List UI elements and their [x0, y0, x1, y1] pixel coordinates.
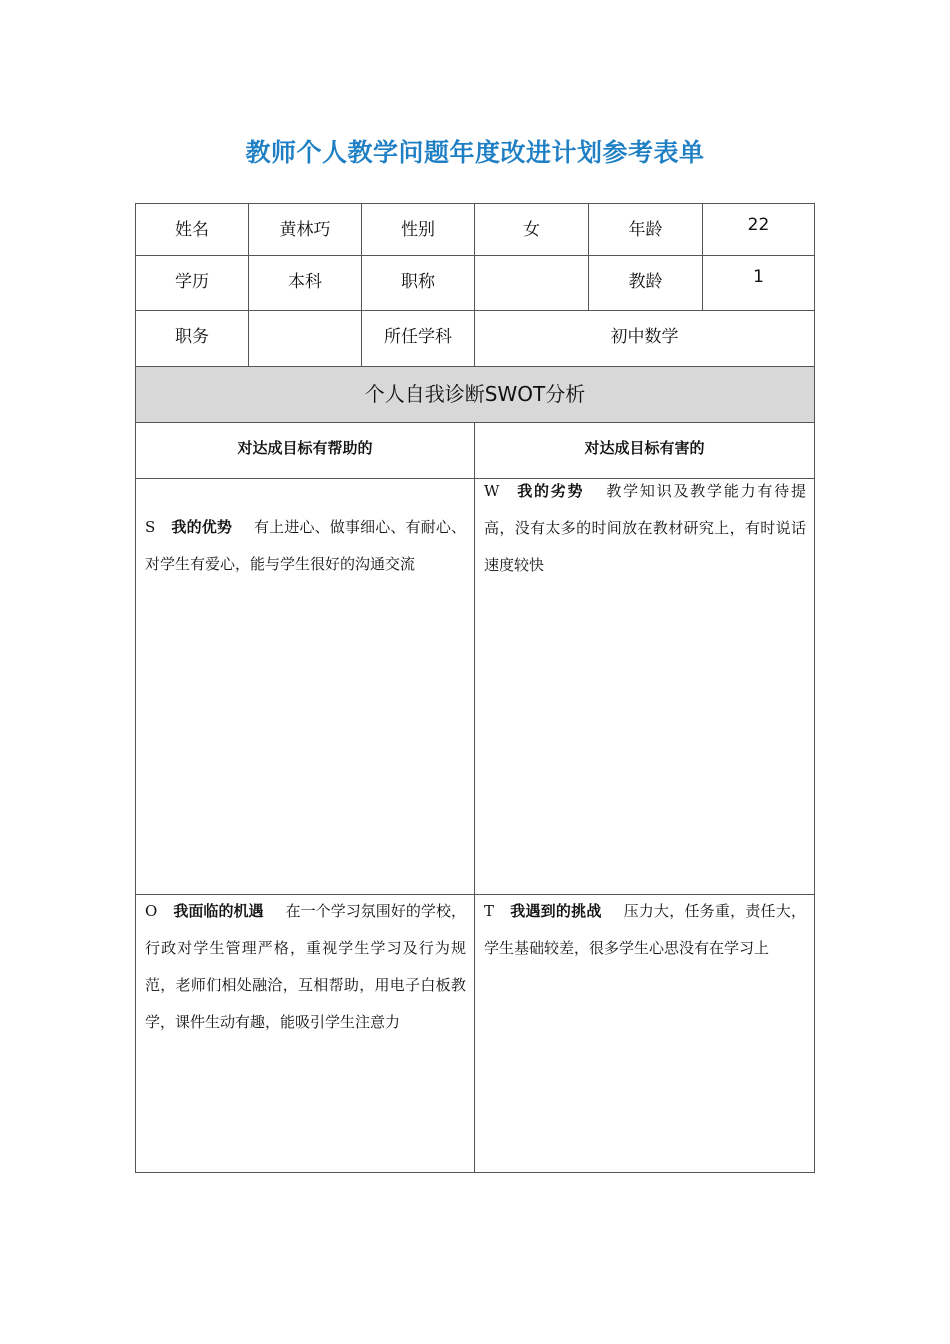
threats-text: 压力大，任务重，责任大，学生基础较差，很多学生心思没有在学习上 — [484, 902, 806, 957]
teacher-info-table — [135, 203, 815, 1173]
helpful-header: 对达成目标有帮助的 — [136, 423, 475, 479]
strengths-label: 我的优势 — [171, 518, 233, 536]
swot-heading: 个人自我诊断SWOT分析 — [136, 367, 814, 423]
threats-label: 我遇到的挑战 — [510, 902, 602, 920]
weaknesses-paragraph — [475, 473, 814, 584]
strengths-cell — [136, 479, 475, 895]
harmful-header: 对达成目标有害的 — [475, 423, 814, 479]
subject-value: 初中数学 — [475, 311, 814, 367]
opportunities-text: 在一个学习氛围好的学校，行政对学生管理严格，重视学生学习及行为规范，老师们相处融洽，互相帮助，用电子白板教学，课件生动有趣，能吸引学生注意力 — [145, 902, 466, 1031]
page-title: 教师个人教学问题年度改进计划参考表单 — [245, 138, 705, 167]
weaknesses-text: 教学知识及教学能力有待提高，没有太多的时间放在教材研究上，有时说话速度较快 — [484, 482, 806, 574]
education-value: 本科 — [249, 256, 362, 311]
teaching-years-value: 1 — [703, 256, 814, 311]
gender-value: 女 — [475, 204, 589, 256]
age-value: 22 — [703, 204, 814, 256]
threats-cell — [475, 895, 814, 1172]
gender-label: 性别 — [362, 204, 475, 256]
weaknesses-cell — [475, 479, 814, 895]
threats-letter: T — [484, 902, 495, 920]
opportunities-letter: O — [145, 902, 158, 920]
position-value — [249, 311, 362, 367]
name-label: 姓名 — [136, 204, 249, 256]
rank-label: 职称 — [362, 256, 475, 311]
name-value: 黄林巧 — [249, 204, 362, 256]
weaknesses-letter: W — [484, 482, 500, 500]
strengths-text: 有上进心、做事细心、有耐心、对学生有爱心，能与学生很好的沟通交流 — [145, 518, 466, 573]
strengths-paragraph — [136, 509, 474, 583]
teaching-years-label: 教龄 — [589, 256, 703, 311]
education-label: 学历 — [136, 256, 249, 311]
opportunities-cell — [136, 895, 475, 1172]
threats-paragraph — [475, 893, 814, 967]
opportunities-paragraph — [136, 893, 474, 1041]
rank-value — [475, 256, 589, 311]
weaknesses-label: 我的劣势 — [515, 482, 585, 500]
opportunities-label: 我面临的机遇 — [173, 902, 264, 920]
subject-label: 所任学科 — [362, 311, 475, 367]
strengths-letter: S — [145, 518, 156, 536]
age-label: 年龄 — [589, 204, 703, 256]
position-label: 职务 — [136, 311, 249, 367]
